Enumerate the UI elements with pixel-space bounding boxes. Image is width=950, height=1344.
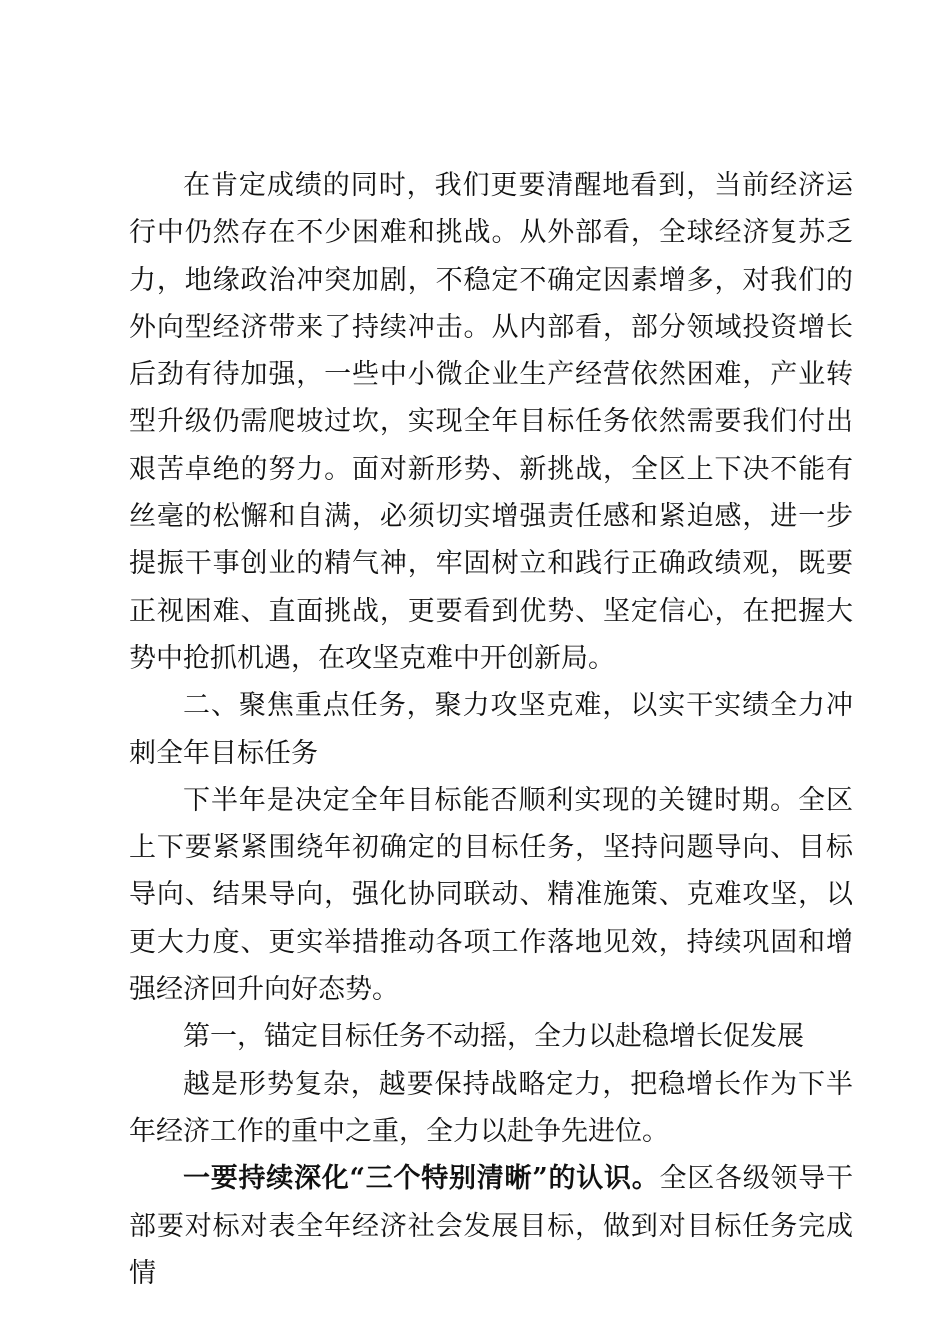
section-heading-two: 二、聚焦重点任务，聚力攻坚克难，以实干实绩全力冲刺全年目标任务: [129, 690, 853, 769]
paragraph-stable-growth: 越是形势复杂，越要保持战略定力，把稳增长作为下半年经济工作的重中之重，全力以赴争先进位。: [129, 1068, 853, 1147]
subheading-first: 第一，锚定目标任务不动摇，全力以赴稳增长促发展: [183, 1021, 804, 1053]
paragraph-second-half: 下半年是决定全年目标能否顺利实现的关键时期。全区上下要紧紧围绕年初确定的目标任务，坚持问题导向、目标导向、结果导向，强化协同联动、精准施策、克难攻坚，以更大力度、更实举措推动各项工作落地见效，持续巩固和增强经济回升向好态势。: [129, 784, 853, 1006]
document-body: [129, 162, 853, 1297]
paragraph-challenges: 在肯定成绩的同时，我们更要清醒地看到，当前经济运行中仍然存在不少困难和挑战。从外部看，全球经济复苏乏力，地缘政治冲突加剧，不稳定不确定因素增多，对我们的外向型经济带来了持续冲击。从内部看，部分领域投资增长后劲有待加强，一些中小微企业生产经营依然困难，产业转型升级仍需爬坡过坎，实现全年目标任务依然需要我们付出艰苦卓绝的努力。面对新形势、新挑战，全区上下决不能有丝毫的松懈和自满，必须切实增强责任感和紧迫感，进一步提振干事创业的精气神，牢固树立和践行正确政绩观，既要正视困难、直面挑战，更要看到优势、坚定信心，在把握大势中抢抓机遇，在攻坚克难中开创新局。: [129, 170, 853, 674]
paragraph-text: 全区各级领导干部要对标对表全年经济社会发展目标，做到对目标任务完成情: [129, 1163, 853, 1289]
paragraph-three-clarities: [129, 1155, 853, 1297]
lead-sentence: 一要持续深化“三个特别清晰”的认识。: [183, 1163, 660, 1195]
